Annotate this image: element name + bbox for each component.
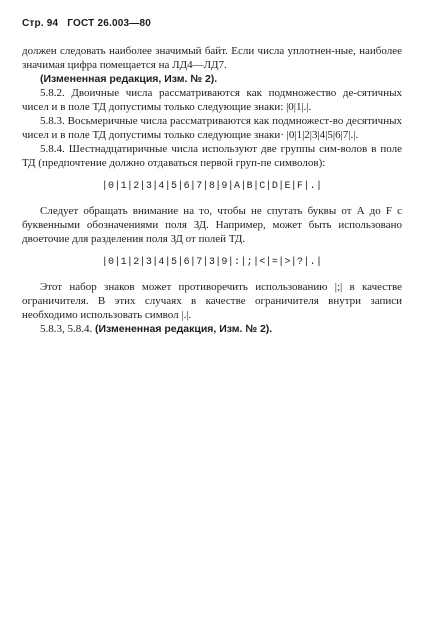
paragraph-delimiter: Этот набор знаков может противоречить использованию |;| в качестве ограничителя. В этих случаях в качестве ограничителя внутри записи необходимо использовать символ |.|. xyxy=(22,281,402,321)
alternate-symbol-set: |0|1|2|3|4|5|6|7|3|9|:|;|<|=|>|?|.| xyxy=(101,257,323,268)
document-body xyxy=(22,44,402,336)
page-number: Стр. 94 xyxy=(22,18,59,29)
hex-symbol-set: |0|1|2|3|4|5|6|7|8|9|A|B|C|D|E|F|.| xyxy=(101,181,323,192)
standard-title: ГОСТ 26.003—80 xyxy=(67,18,151,29)
revision-note: (Измененная редакция, Изм. № 2). xyxy=(40,73,218,85)
page-header xyxy=(22,17,157,31)
paragraph-5-8-3: 5.8.3. Восьмеричные числа рассматриваются как подмножест-во десятичных чисел и в поле ТД допустимы только следующие знаки· |0|1|2|3|4|5|6|7|.|. xyxy=(22,115,402,141)
paragraph-5-8-2: 5.8.2. Двоичные числа рассматриваются как подмножество де-сятичных чисел и в поле ТД допустимы только следующие знаки: |0|1|.|. xyxy=(22,87,402,113)
section-reference: 5.8.3, 5.8.4. xyxy=(40,323,93,335)
revision-note-final xyxy=(22,322,402,336)
paragraph-continuation: должен следовать наиболее значимый байт. Если числа уплотнен-ные, наиболее значимая цифра помещается на ЛД4—ЛД7. xyxy=(22,45,402,71)
revision-note-bold: (Измененная редакция, Изм. № 2). xyxy=(95,323,273,335)
paragraph-5-8-4: 5.8.4. Шестнадцатиричные числа используют две группы сим-волов в поле ТД (предпочтение должно отдаваться первой груп-пе символов): xyxy=(22,143,402,169)
paragraph-warning: Следует обращать внимание на то, чтобы не спутать буквы от А до F с буквенными обозначениями поля ЗД. Например, может быть использовано двоеточие для разделения поля ЗД от полей ТД. xyxy=(22,205,402,245)
